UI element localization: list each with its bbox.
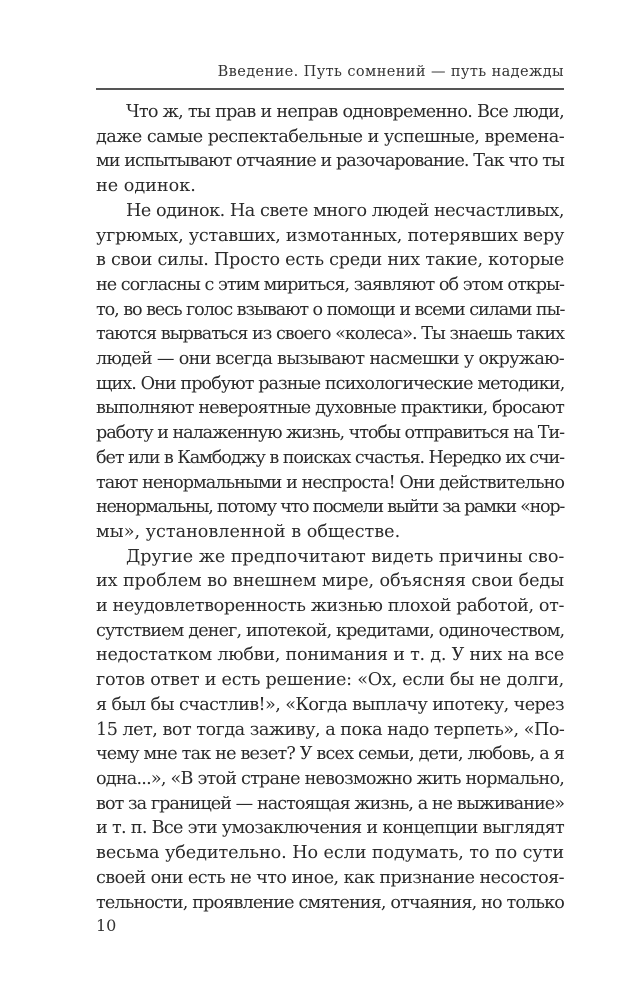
text-line: и т. п. Все эти умозаключения и концепции выглядят bbox=[96, 818, 564, 839]
paragraph bbox=[96, 100, 564, 199]
text-line: тельности, проявление смятения, отчаяния, но только bbox=[96, 892, 564, 913]
text-line: их проблем во внешнем мире, объясняя свои беды bbox=[96, 571, 564, 592]
text-line: и неудовлетворенность жизнью плохой работой, от- bbox=[96, 596, 564, 617]
text-line: щих. Они пробуют разные психологические методики, bbox=[96, 373, 565, 394]
text-line: 15 лет, вот тогда заживу, а пока надо терпеть», «По- bbox=[96, 719, 565, 740]
text-line: Что ж, ты прав и неправ одновременно. Все люди, bbox=[126, 102, 564, 122]
text-line: не одинок. bbox=[96, 176, 196, 197]
text-line: бет или в Камбоджу в поисках счастья. Нередко их счи- bbox=[96, 447, 564, 468]
text-line: работу и налаженную жизнь, чтобы отправиться на Ти- bbox=[96, 423, 564, 444]
running-header: Введение. Путь сомнений — путь надежды bbox=[217, 64, 564, 80]
text-line: выполняют невероятные духовные практики, бросают bbox=[96, 398, 564, 419]
text-line: не согласны с этим мириться, заявляют об этом откры- bbox=[96, 274, 564, 295]
text-line: чему мне так не везет? У всех семьи, дети, любовь, а я bbox=[96, 744, 564, 765]
page-number: 10 bbox=[96, 916, 117, 935]
text-line: людей — они всегда вызывают насмешки у окружаю- bbox=[96, 349, 564, 370]
text-line: готов ответ и есть решение: «Ох, если бы не долги, bbox=[96, 670, 565, 691]
text-line: своей они есть не что иное, как признание несостоя- bbox=[96, 867, 564, 888]
text-line: ми испытывают отчаяние и разочарование. Так что ты bbox=[96, 151, 564, 172]
paragraph bbox=[96, 545, 564, 916]
text-line: сутствием денег, ипотекой, кредитами, одиночеством, bbox=[96, 620, 565, 641]
text-line: вот за границей — настоящая жизнь, а не выживание» bbox=[96, 793, 564, 814]
text-line: в свои силы. Просто есть среди них такие, которые bbox=[96, 250, 565, 271]
text-line: то, во весь голос взывают о помощи и всеми силами пы- bbox=[96, 299, 565, 320]
page-body bbox=[96, 100, 564, 915]
text-line: даже самые респектабельные и успешные, времена- bbox=[96, 126, 565, 147]
text-line: ненормальны, потому что посмели выйти за рамки «нор- bbox=[96, 497, 564, 518]
text-line: таются вырваться из своего «колеса». Ты знаешь таких bbox=[96, 324, 564, 345]
text-line: весьма убедительно. Но если подумать, то по сути bbox=[96, 843, 564, 864]
text-line: мы», установленной в обществе. bbox=[96, 521, 401, 542]
text-line: я был бы счастлив!», «Когда выплачу ипотеку, через bbox=[96, 694, 564, 715]
paragraph bbox=[96, 199, 564, 545]
text-line: Другие же предпочитают видеть причины сво- bbox=[126, 546, 565, 567]
header-rule bbox=[96, 88, 564, 90]
text-line: недостатком любви, понимания и т. д. У них на все bbox=[96, 645, 564, 666]
text-line: Не одинок. На свете много людей несчастливых, bbox=[126, 200, 564, 221]
text-line: тают ненормальными и неспроста! Они действительно bbox=[96, 472, 564, 493]
text-line: одна...», «В этой стране невозможно жить нормально, bbox=[96, 768, 565, 789]
text-line: угрюмых, уставших, измотанных, потерявших веру bbox=[96, 225, 565, 246]
